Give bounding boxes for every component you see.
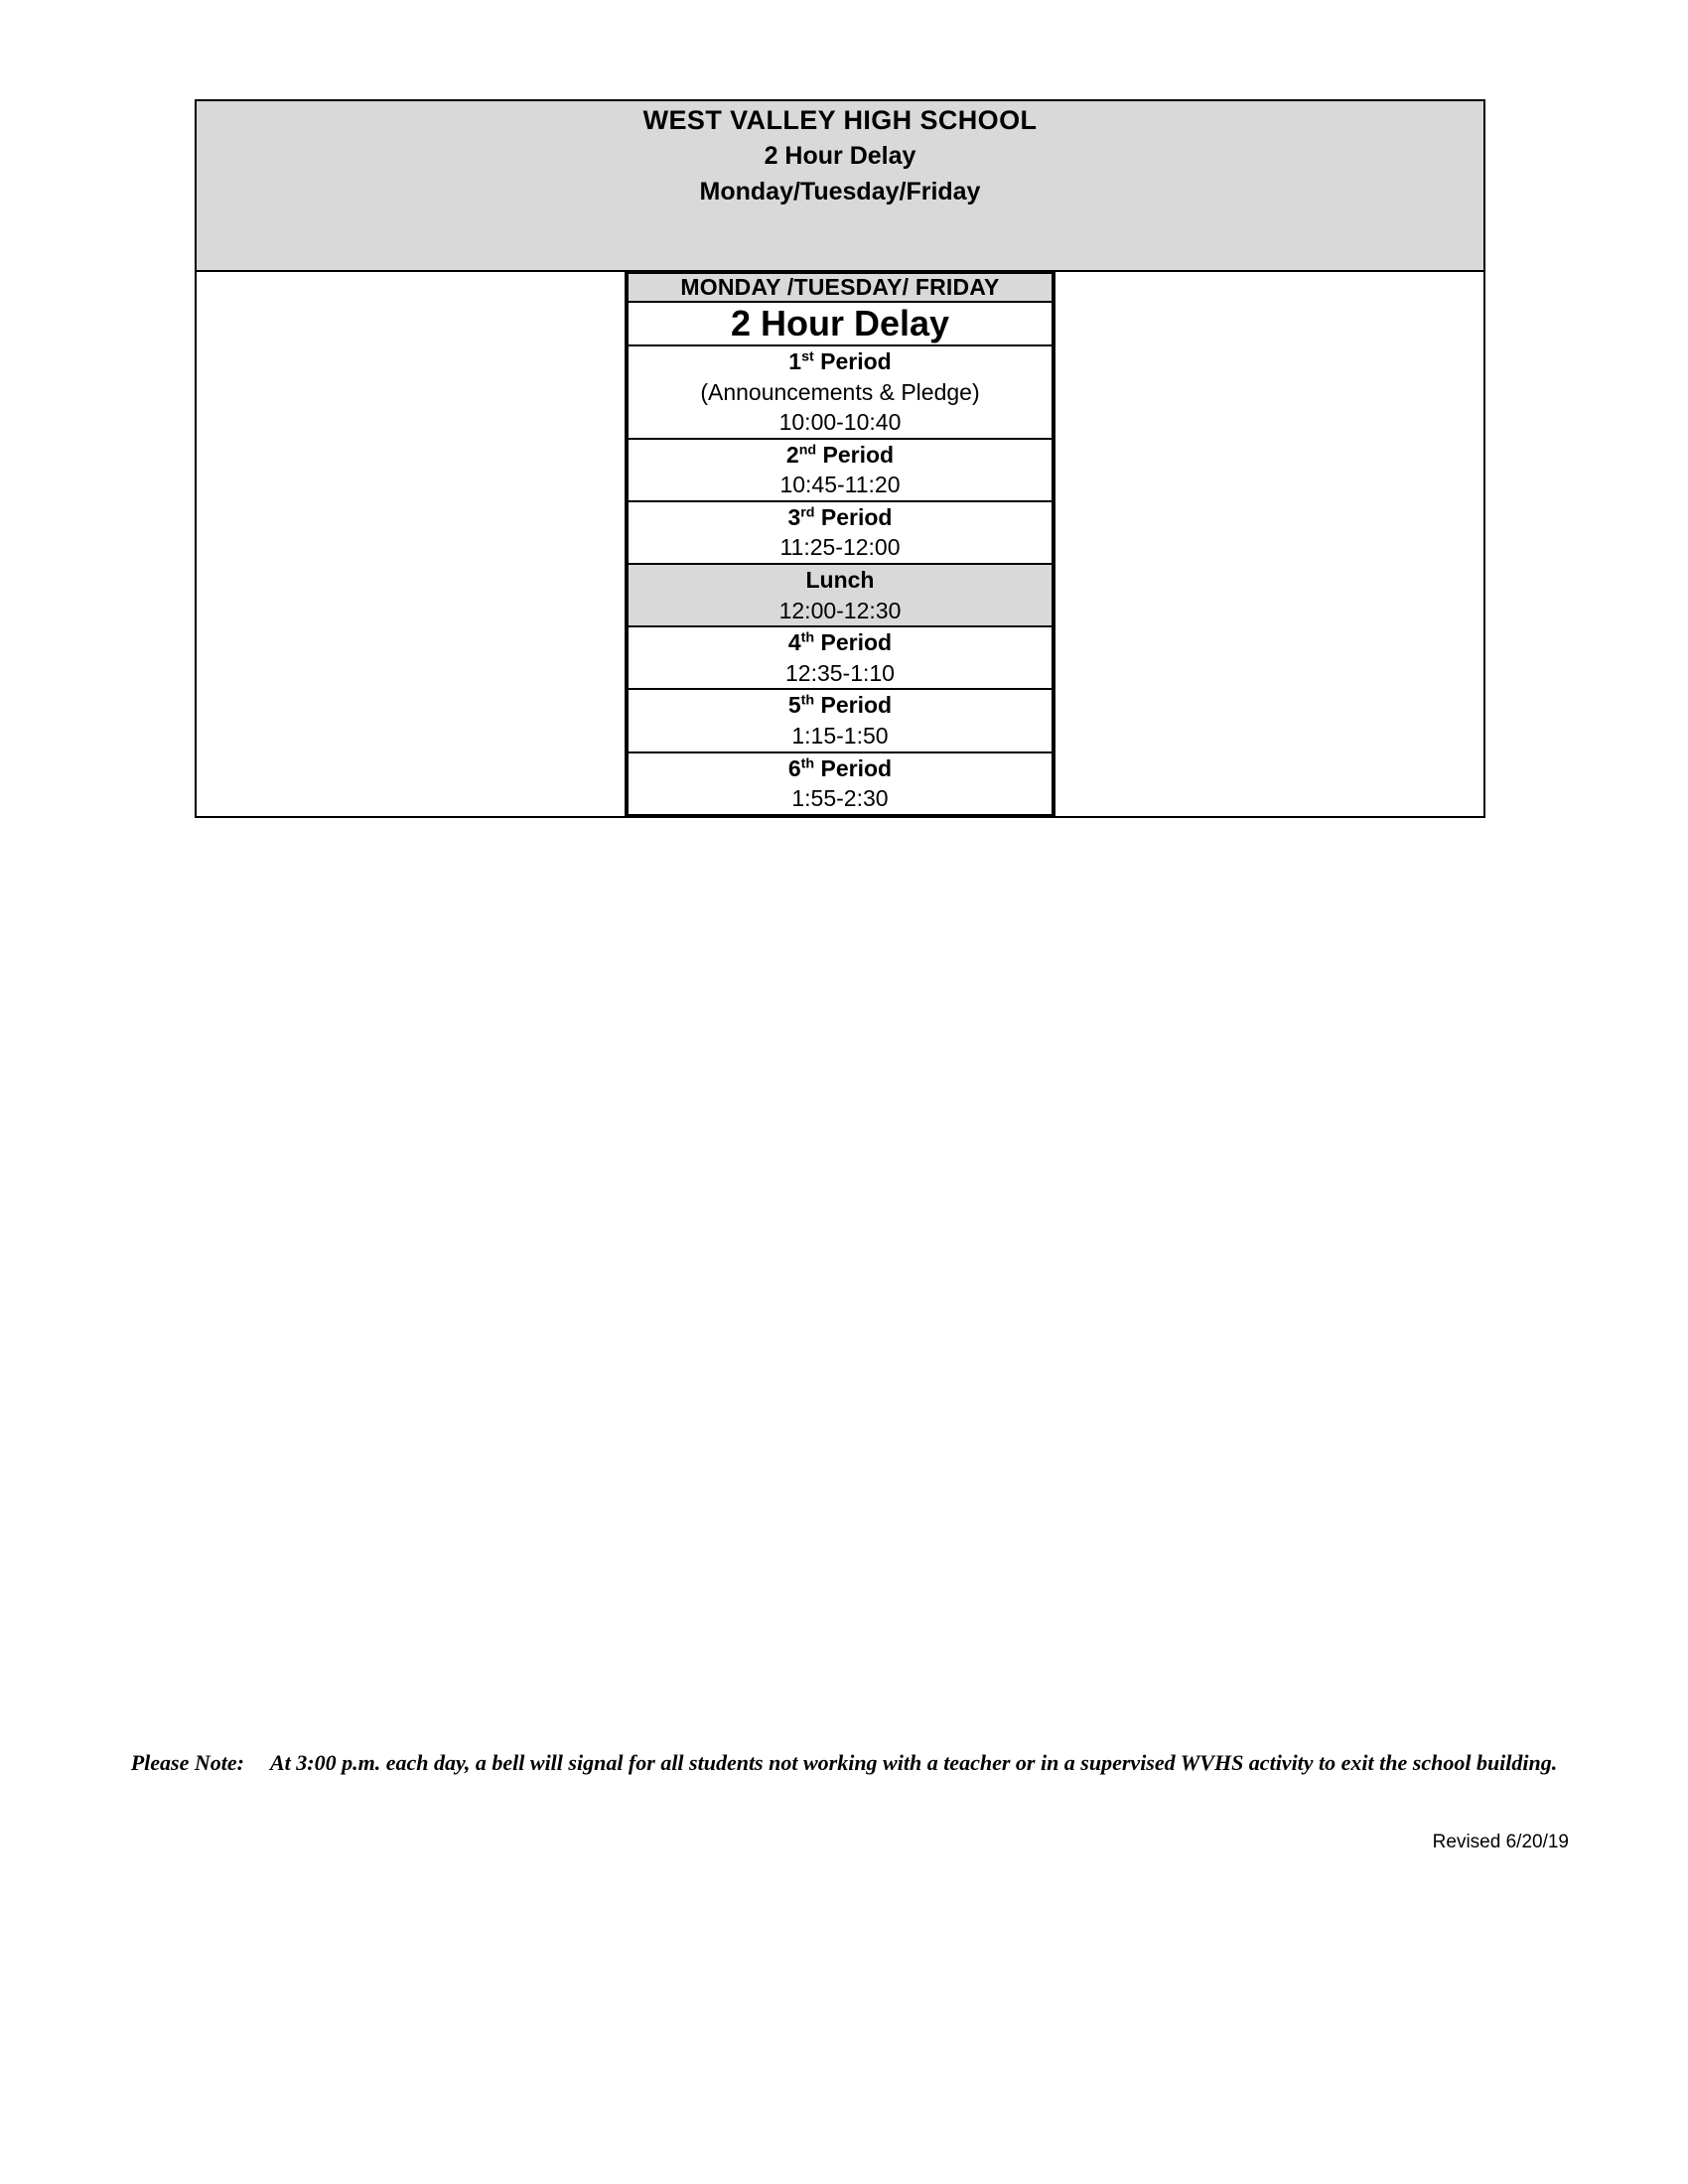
- body-row: [196, 271, 1484, 817]
- table-row: [628, 345, 1054, 439]
- day-header-row: [628, 273, 1054, 302]
- schedule-type: 2 Hour Delay: [764, 142, 916, 171]
- period-cell-2: [628, 439, 1054, 501]
- table-row: [628, 439, 1054, 501]
- delay-banner-row: [628, 302, 1054, 345]
- period-list: [627, 272, 1055, 816]
- period-time: 10:00-10:40: [778, 409, 902, 436]
- school-name: WEST VALLEY HIGH SCHOOL: [642, 105, 1038, 135]
- period-name: 2nd Period: [785, 441, 895, 468]
- period-time: 1:55-2:30: [791, 785, 889, 812]
- table-row: [628, 501, 1054, 564]
- period-name: 6th Period: [787, 754, 893, 781]
- title-row: [196, 100, 1484, 271]
- period-name: 1st Period: [788, 348, 892, 374]
- period-name: 4th Period: [787, 629, 893, 656]
- period-name: 3rd Period: [787, 503, 893, 530]
- table-row: [628, 752, 1054, 815]
- period-time: 11:25-12:00: [779, 534, 901, 561]
- period-cell-5: [628, 689, 1054, 751]
- day-header-cell: MONDAY /TUESDAY/ FRIDAY: [628, 273, 1054, 302]
- schedule-days: Monday/Tuesday/Friday: [699, 177, 981, 205]
- revised-date: Revised 6/20/19: [1432, 1832, 1569, 1852]
- period-time: 10:45-11:20: [779, 472, 901, 498]
- lunch-cell: [628, 564, 1054, 626]
- period-cell-3: [628, 501, 1054, 564]
- delay-banner-cell: 2 Hour Delay: [628, 302, 1054, 345]
- schedule-table: [195, 99, 1485, 818]
- period-cell-4: [628, 626, 1054, 689]
- period-cell-1: [628, 345, 1054, 439]
- document-header: [196, 100, 1484, 271]
- period-cell-6: [628, 752, 1054, 815]
- period-time: 12:35-1:10: [784, 659, 895, 686]
- period-subtitle: (Announcements & Pledge): [700, 378, 980, 405]
- left-spacer-cell: [196, 271, 626, 817]
- table-row: [628, 689, 1054, 751]
- right-spacer-cell: [1055, 271, 1484, 817]
- period-name: 5th Period: [787, 692, 893, 719]
- lunch-time: 12:00-12:30: [778, 597, 902, 623]
- table-row: [628, 626, 1054, 689]
- footer-note: [129, 1747, 1559, 1778]
- table-row: [628, 564, 1054, 626]
- period-time: 1:15-1:50: [791, 722, 889, 749]
- note-text: At 3:00 p.m. each day, a bell will signal for all students not working with a teacher or in a supervised WVHS activity to exit the school building.: [269, 1750, 1558, 1775]
- note-label: Please Note:: [130, 1750, 244, 1775]
- lunch-label: Lunch: [805, 567, 875, 594]
- schedule-column: [626, 271, 1055, 817]
